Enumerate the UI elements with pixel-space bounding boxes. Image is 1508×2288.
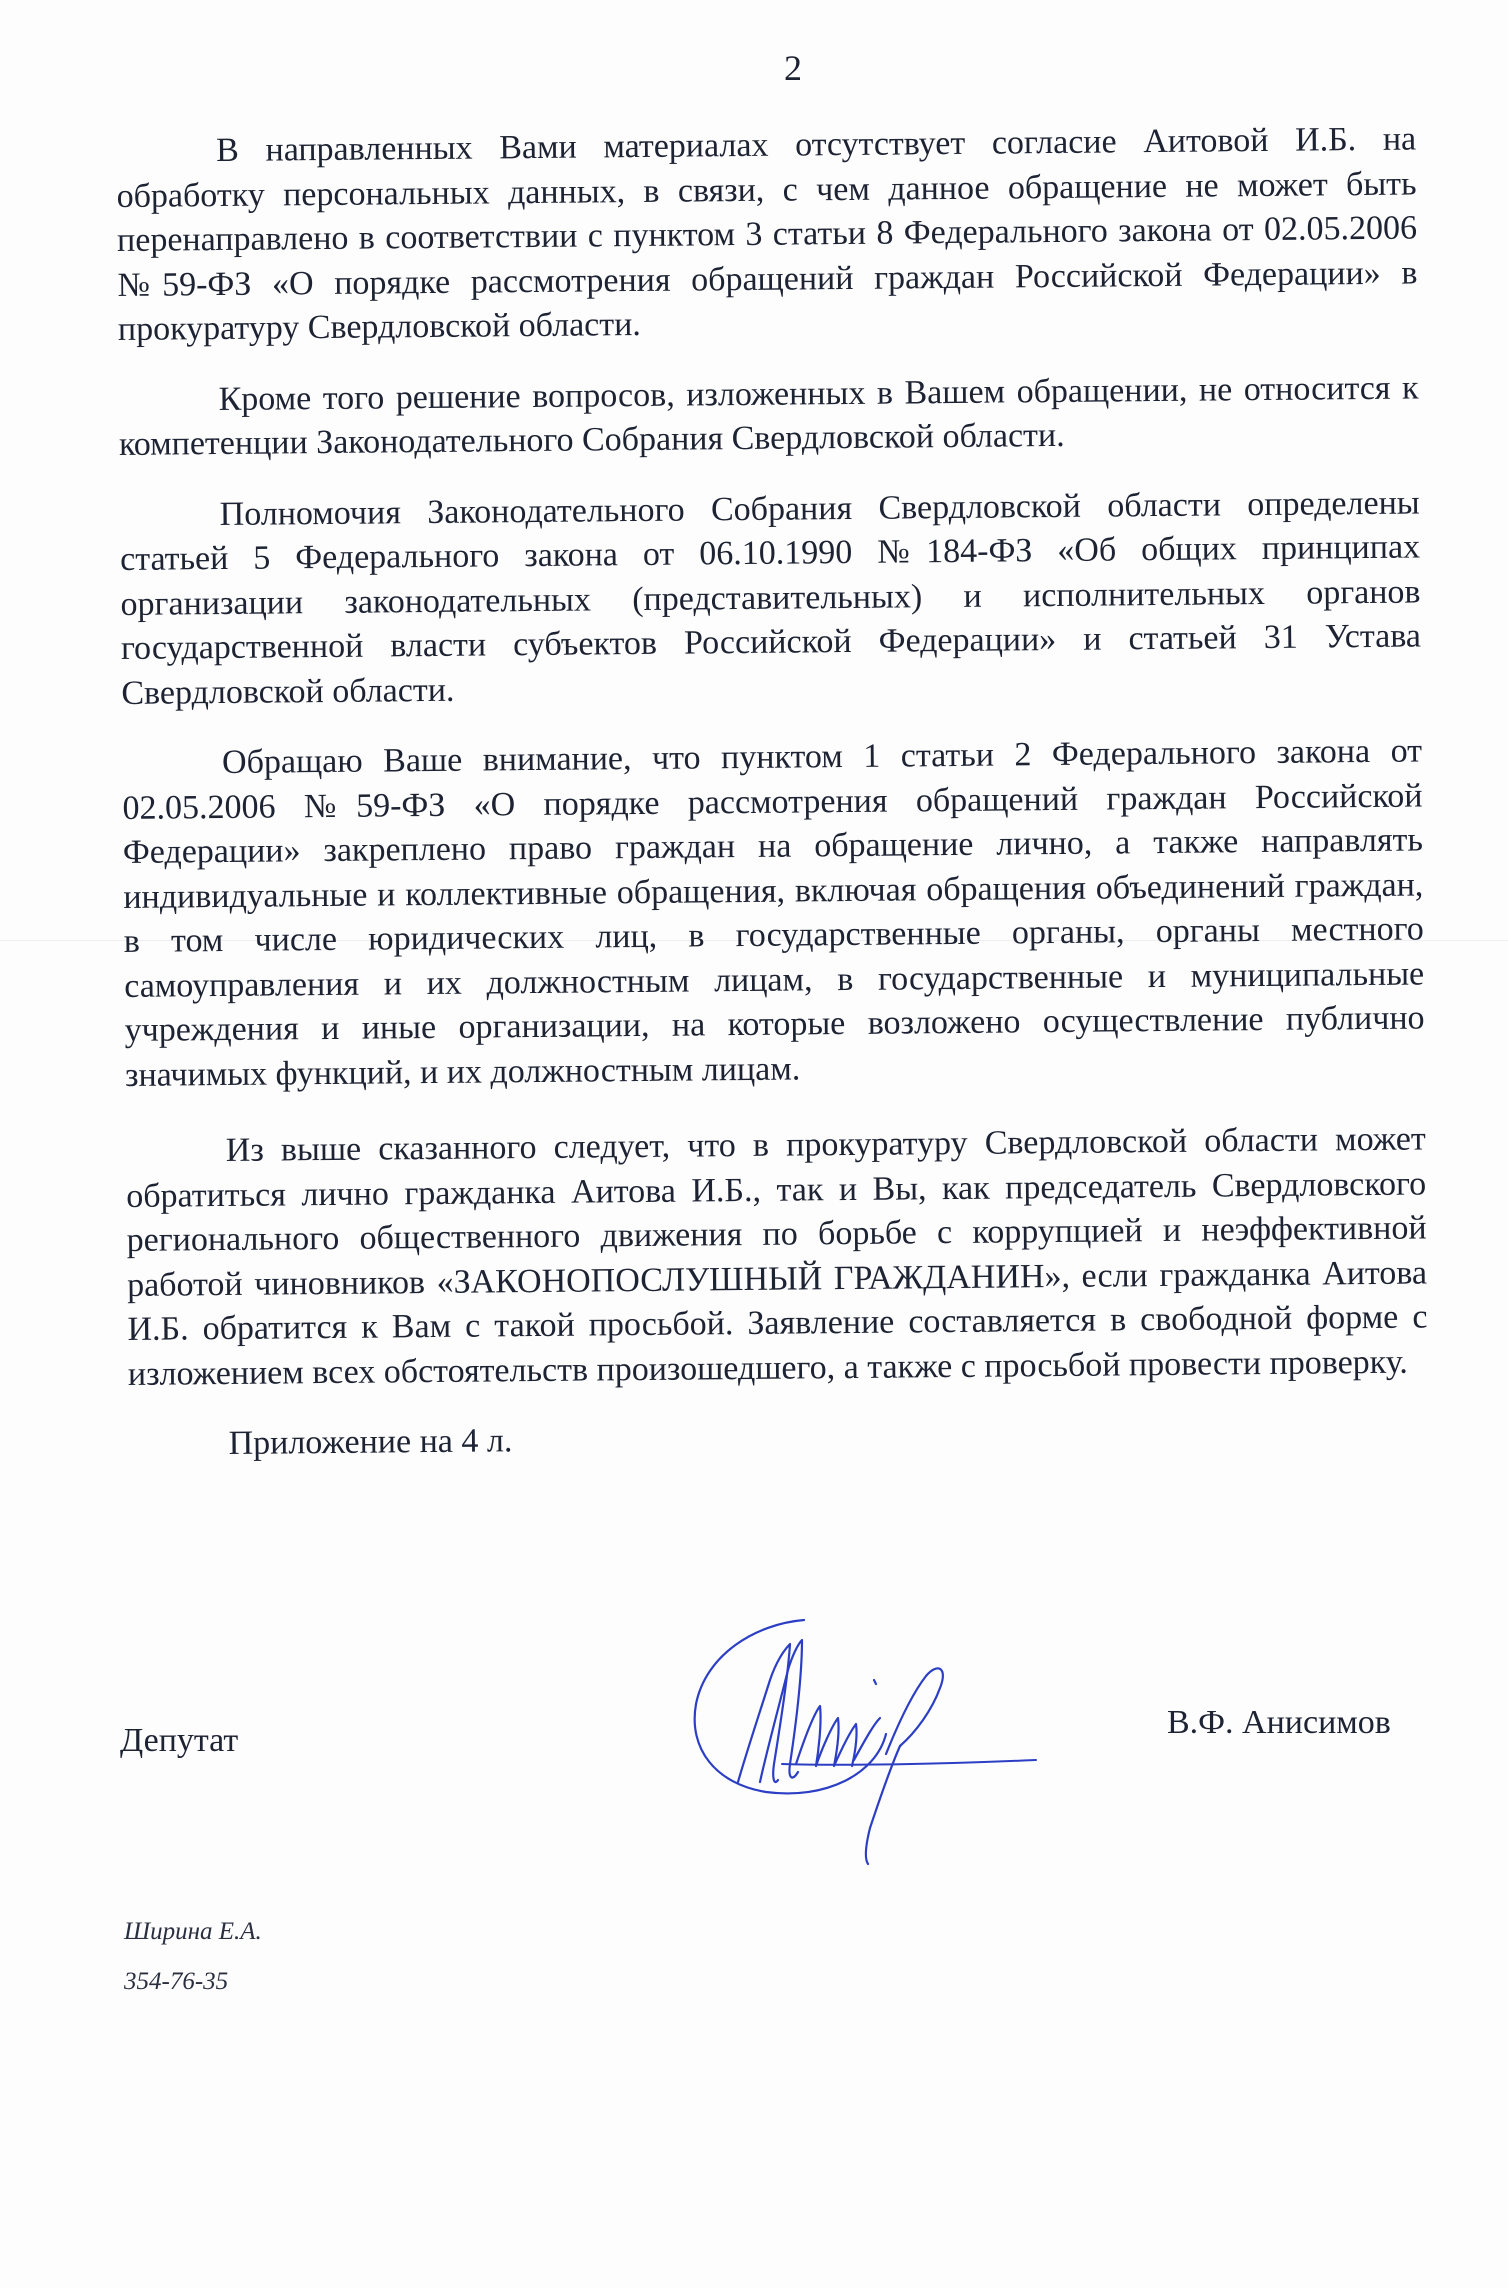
paragraph-conclusion: Из выше сказанного следует, что в прокуратуру Свердловской области может обратиться лично гражданка Аитова И.Б., так и Вы, как председатель Свердловского регионального общественного движения по борьбе с коррупцией и неэффективной работой чиновников «ЗАКОНОПОСЛУШНЫЙ ГРАЖДАНИН», если гражданка Аитова И.Б. обратится к Вам с такой просьбой. Заявление составляется в свободной форме с изложением всех обстоятельств произошедшего, а также с просьбой провести проверку. <box>126 1120 1428 1393</box>
attachment-note: Приложение на 4 л. <box>228 1422 513 1462</box>
executor-phone: 354-76-35 <box>124 1968 229 1995</box>
letter-body <box>116 118 1429 1468</box>
paragraph-competence: Кроме того решение вопросов, изложенных в Вашем обращении, не относится к компетенции Законодательного Собрания Свердловской области. <box>118 369 1419 463</box>
paragraph-right-to-appeal: Обращаю Ваше внимание, что пунктом 1 статьи 2 Федерального закона от 02.05.2006 №59-ФЗ «О порядке рассмотрения обращений граждан Российской Федерации» закреплено право граждан на обращение лично, а также направлять индивидуальные и коллективные обращения, включая обращения объединений граждан, в том числе юридических лиц, в государственные органы, органы местного самоуправления и их должностным лицам, в государственные и муниципальные учреждения и иные организации, на которые возложено осуществление публично значимых функций, и их должностным лицам. <box>122 732 1425 1094</box>
page-number: 2 <box>784 48 802 88</box>
paragraph-consent: В направленных Вами материалах отсутствует согласие Аитовой И.Б. на обработку персональных данных, в связи, с чем данное обращение не может быть перенаправлено в соответствии с пунктом 3 статьи 8 Федерального закона от 02.05.2006 №59-ФЗ «О порядке рассмотрения обращений граждан Российской Федерации» в прокуратуру Свердловской области. <box>116 120 1418 348</box>
signer-name: В.Ф. Анисимов <box>1167 1704 1391 1741</box>
signer-role: Депутат <box>120 1722 239 1759</box>
executor-name: Ширина Е.А. <box>124 1918 262 1945</box>
paragraph-powers: Полномочия Законодательного Собрания Свердловской области определены статьей 5 Федерального закона от 06.10.1990 №184-ФЗ «Об общих принципах организации законодательных (представительных) и исполнительных органов государственной власти субъектов Российской Федерации» и статьей 31 Устава Свердловской области. <box>119 484 1422 712</box>
handwritten-signature <box>686 1614 1046 1874</box>
